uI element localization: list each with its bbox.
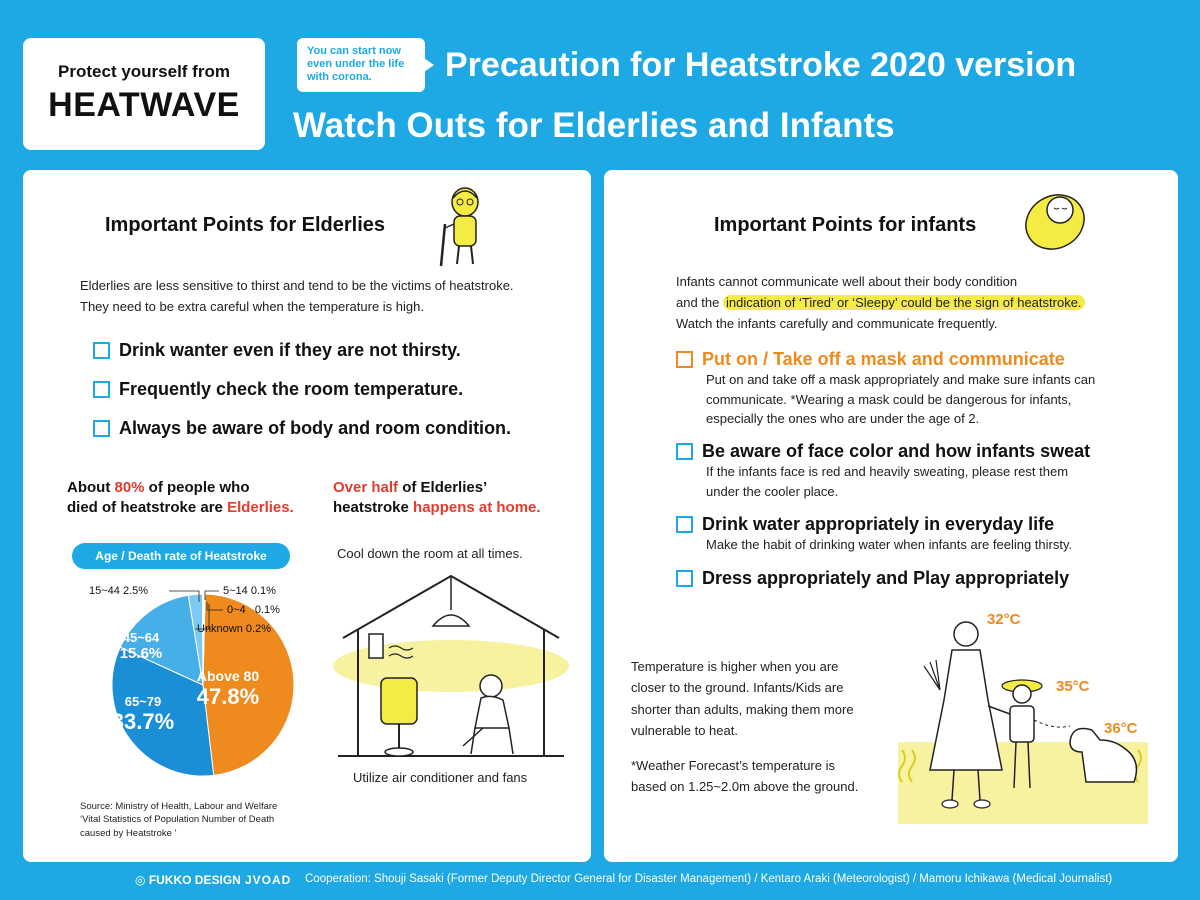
pie-inlabel-above80: Above 80 47.8% — [196, 668, 260, 709]
checkbox-icon[interactable] — [676, 516, 693, 533]
infants-intro-highlight: indication of ‘Tired’ or ‘Sleepy’ could be the sign of heatstroke. — [723, 295, 1085, 310]
mask-desc-line1: Put on and take off a mask appropriately and make sure infants can — [706, 372, 1096, 387]
stat1-e: Elderlies. — [227, 499, 294, 517]
face-desc — [706, 462, 1068, 501]
check-label: Be aware of face color and how infants sweat — [702, 441, 1091, 461]
face-desc-line1: If the infants face is red and heavily sweating, please rest them — [706, 464, 1069, 479]
water-desc-line1: Make the habit of drinking water when infants are feeling thirsty. — [706, 537, 1073, 552]
mask-desc — [706, 370, 1095, 429]
elderlies-intro-line1: Elderlies are less sensitive to thirst and tend to be the victims of heatstroke. — [80, 278, 514, 293]
water-desc — [706, 535, 1072, 555]
temp-text-line4: vulnerable to heat. — [631, 723, 738, 739]
cool-caption: Cool down the room at all times. — [337, 546, 523, 561]
infants-intro-line2a: and the — [676, 294, 723, 310]
elderlies-intro-line2: They need to be extra careful when the temperature is high. — [80, 298, 424, 314]
fan-caption: Utilize air conditioner and fans — [353, 770, 528, 785]
fukko-design-logo: ◎ FUKKO DESIGN — [135, 873, 241, 887]
pie-label-unknown: Unknown 0.2% — [197, 623, 271, 635]
stat2-d: happens at home. — [413, 499, 541, 517]
baby-icon — [1020, 184, 1090, 254]
tag-line2: HEATWAVE — [48, 86, 240, 124]
footer — [0, 870, 1200, 892]
stat1-c: of people who — [144, 479, 250, 496]
elderlies-heading: Important Points for Elderlies — [105, 214, 386, 236]
source-line2: ‘Vital Statistics of Population Number of Death — [80, 814, 275, 826]
tag-line1: Protect yourself from — [58, 62, 230, 81]
infants-check-dress[interactable] — [676, 568, 1069, 589]
stat1-a: About — [67, 479, 115, 496]
infants-panel — [604, 170, 1178, 862]
infants-check-mask[interactable] — [676, 349, 1065, 370]
mask-desc-line3: especially the ones who are under the age of 2. — [706, 411, 980, 426]
house-fan-illustration — [323, 568, 573, 763]
checkbox-icon[interactable] — [676, 570, 693, 587]
pie-inlabel-65-79: 65~79 33.7% — [111, 694, 175, 734]
source-note — [80, 800, 320, 840]
checkbox-icon[interactable] — [676, 351, 693, 368]
check-label: Put on / Take off a mask and communicate — [702, 349, 1065, 369]
check-label: Dress appropriately and Play appropriately — [702, 568, 1070, 588]
stat1-d: died of heatstroke are — [67, 499, 228, 517]
main-title: Precaution for Heatstroke 2020 version — [445, 46, 1077, 84]
pie-inlabel-45-64: 45~64 15.6% — [119, 630, 163, 662]
temp-dog-label: 36°C — [1104, 720, 1138, 737]
pie-label-0-4: 0~4 0.1% — [227, 604, 280, 616]
stat2-c: heatstroke — [333, 499, 414, 517]
infants-heading: Important Points for infants — [714, 214, 977, 236]
pie-label-15-44: 15~44 2.5% — [89, 585, 149, 597]
heatwave-tag — [23, 38, 265, 150]
infants-check-water[interactable] — [676, 514, 1054, 535]
check-label: Drink wanter even if they are not thirsty. — [119, 340, 461, 360]
mask-desc-line2: communicate. *Wearing a mask could be dangerous for infants, — [706, 391, 1072, 407]
source-line3: caused by Heatstroke ’ — [80, 827, 177, 839]
check-label: Drink water appropriately in everyday life — [702, 514, 1055, 534]
corona-bubble: You can start now even under the life with corona. — [297, 38, 425, 92]
weather-line2: based on 1.25~2.0m above the ground. — [631, 779, 859, 795]
temperature-note — [631, 656, 854, 742]
stat1-b: 80% — [114, 479, 145, 496]
check-label: Frequently check the room temperature. — [119, 379, 464, 399]
jvoad-logo: JVOAD — [245, 873, 292, 887]
pie-label-5-14: 5~14 0.1% — [223, 585, 276, 597]
infants-intro-line3: Watch the infants carefully and communicate frequently. — [676, 315, 998, 331]
infants-intro — [676, 272, 1085, 334]
temp-text-line2: closer to the ground. Infants/Kids are — [631, 680, 844, 696]
temp-adult-label: 32°C — [987, 611, 1021, 628]
temp-text-line1: Temperature is higher when you are — [631, 659, 839, 674]
weather-line1: *Weather Forecast’s temperature is — [631, 758, 835, 773]
temp-text-line3: shorter than adults, making them more — [631, 701, 854, 717]
checkbox-icon[interactable] — [676, 443, 693, 460]
stat2-b: of Elderlies’ — [398, 479, 488, 496]
brand1-text: FUKKO DESIGN — [148, 873, 241, 887]
infants-intro-line1: Infants cannot communicate well about their body condition — [676, 274, 1018, 289]
sub-title: Watch Outs for Elderlies and Infants — [293, 106, 895, 145]
family-heat-illustration — [896, 610, 1158, 826]
check-label: Always be aware of body and room condition. — [119, 418, 512, 438]
weather-note — [631, 755, 858, 798]
elderlies-panel — [23, 170, 591, 862]
face-desc-line2: under the cooler place. — [706, 483, 839, 499]
cooperation-credits: Cooperation: Shouji Sasaki (Former Deputy Director General for Disaster Management) / Kentaro Araki (Meteorologist) / Mamoru Ichikawa (Medical Journalist) — [305, 873, 1113, 885]
stat2-a: Over half — [333, 479, 399, 496]
infants-check-face[interactable] — [676, 441, 1090, 462]
temp-child-label: 35°C — [1056, 678, 1090, 695]
chart-title-pill: Age / Death rate of Heatstroke — [72, 543, 290, 569]
source-line1: Source: Ministry of Health, Labour and Welfare — [80, 801, 278, 812]
